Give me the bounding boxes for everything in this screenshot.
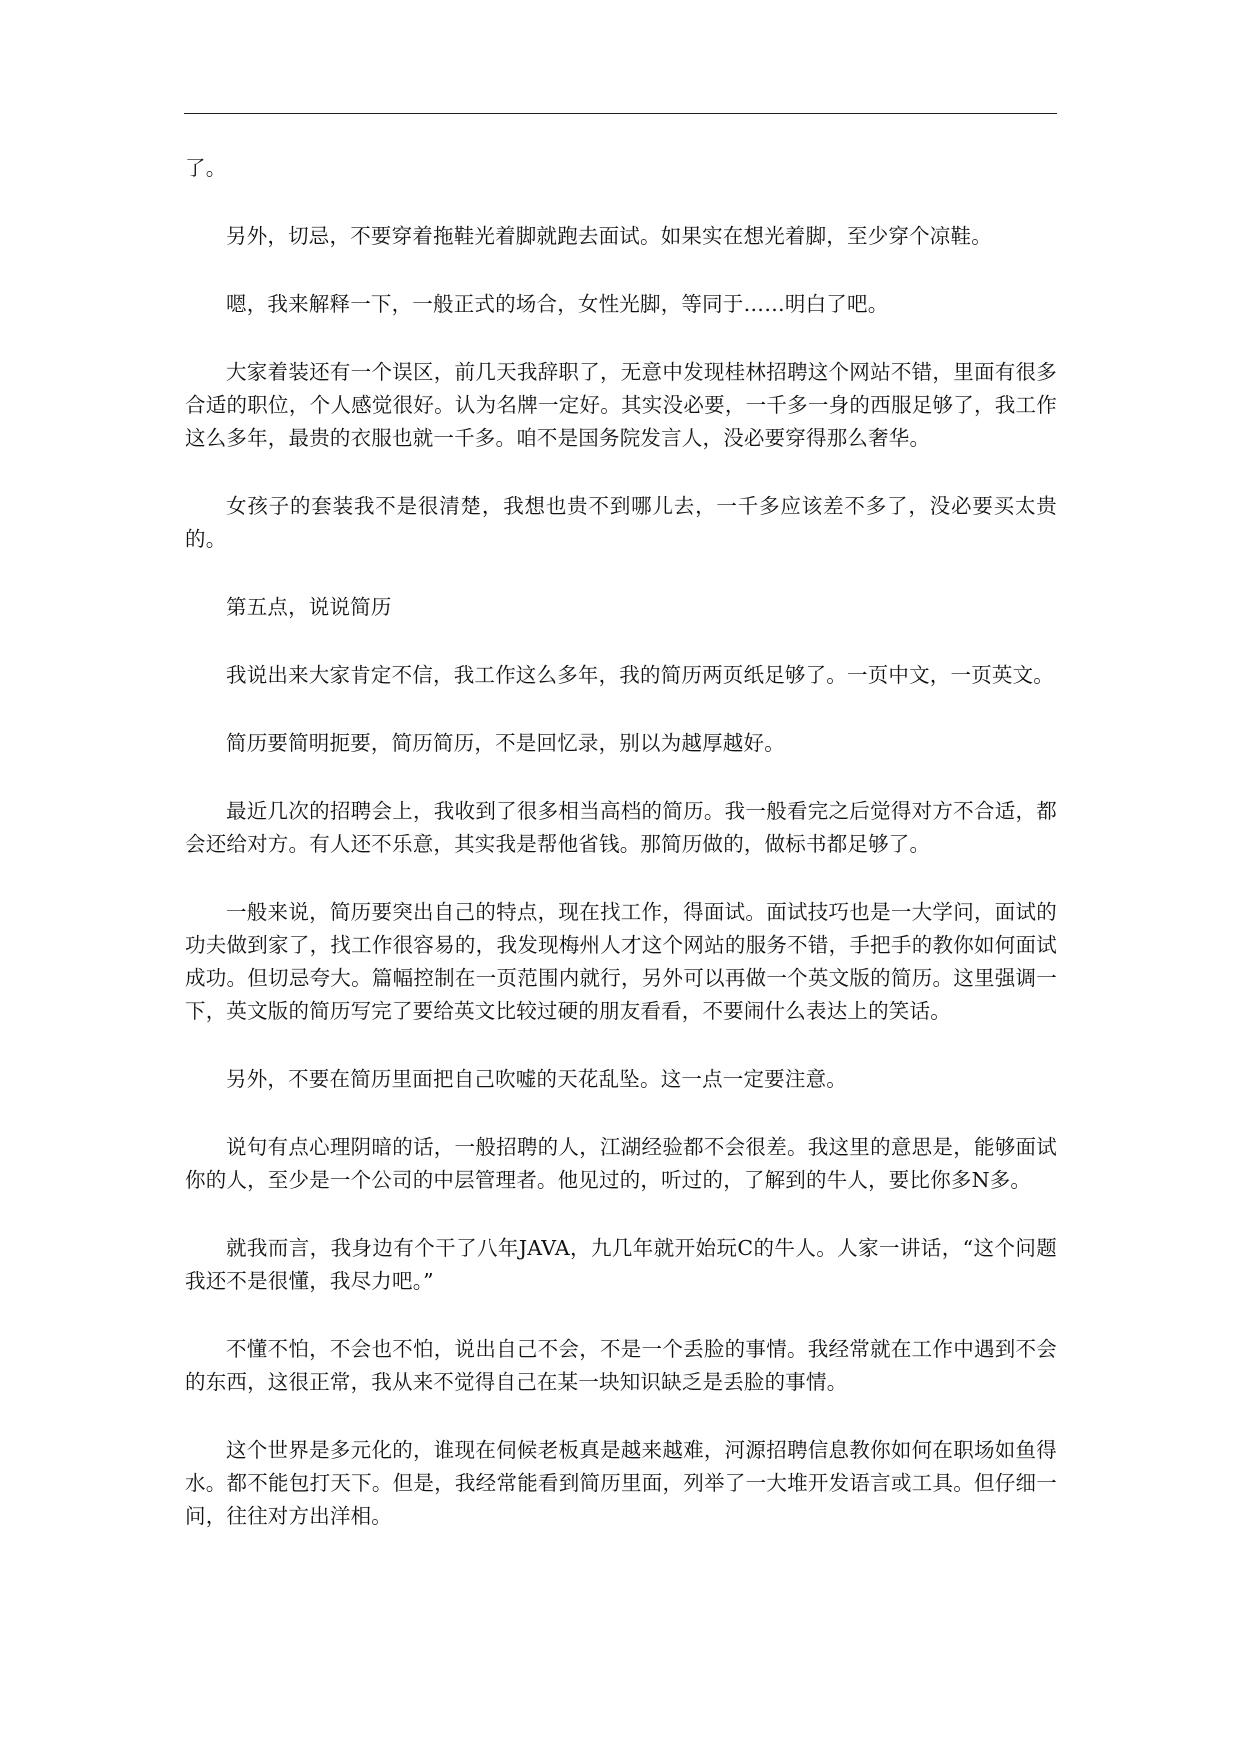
paragraph: 大家着装还有一个误区，前几天我辞职了，无意中发现桂林招聘这个网站不错，里面有很多合适的职位，个人感觉很好。认为名牌一定好。其实没必要，一千多一身的西服足够了，我工作这么多年，最贵的衣服也就一千多。咱不是国务院发言人，没必要穿得那么奢华。 bbox=[185, 360, 1057, 450]
paragraph: 了。 bbox=[185, 156, 227, 180]
section-heading: 第五点，说说简历 bbox=[226, 595, 392, 619]
paragraph: 一般来说，简历要突出自己的特点，现在找工作，得面试。面试技巧也是一大学问，面试的功夫做到家了，找工作很容易的，我发现梅州人才这个网站的服务不错，手把手的教你如何面试成功。但切忌夸大。篇幅控制在一页范围内就行，另外可以再做一个英文版的简历。这里强调一下，英文版的简历写完了要给英文比较过硬的朋友看看，不要闹什么表达上的笑话。 bbox=[185, 900, 1057, 1023]
paragraph: 简历要简明扼要，简历简历，不是回忆录，别以为越厚越好。 bbox=[226, 731, 785, 755]
paragraph: 嗯，我来解释一下，一般正式的场合，女性光脚，等同于……明白了吧。 bbox=[226, 292, 889, 316]
paragraph: 女孩子的套装我不是很清楚，我想也贵不到哪儿去，一千多应该差不多了，没必要买太贵的。 bbox=[185, 494, 1057, 551]
header-rule bbox=[184, 113, 1057, 114]
paragraph: 就我而言，我身边有个干了八年JAVA，九几年就开始玩C的牛人。人家一讲话，“这个问题我还不是很懂，我尽力吧。” bbox=[185, 1236, 1057, 1293]
paragraph: 说句有点心理阴暗的话，一般招聘的人，江湖经验都不会很差。我这里的意思是，能够面试你的人，至少是一个公司的中层管理者。他见过的，听过的，了解到的牛人，要比你多N多。 bbox=[185, 1135, 1057, 1192]
document-body bbox=[185, 152, 1057, 1568]
paragraph: 这个世界是多元化的，谁现在伺候老板真是越来越难，河源招聘信息教你如何在职场如鱼得水。都不能包打天下。但是，我经常能看到简历里面，列举了一大堆开发语言或工具。但仔细一问，往往对方出洋相。 bbox=[185, 1438, 1057, 1528]
paragraph: 最近几次的招聘会上，我收到了很多相当高档的简历。我一般看完之后觉得对方不合适，都会还给对方。有人还不乐意，其实我是帮他省钱。那简历做的，做标书都足够了。 bbox=[185, 799, 1057, 856]
paragraph: 我说出来大家肯定不信，我工作这么多年，我的简历两页纸足够了。一页中文，一页英文。 bbox=[226, 663, 1054, 687]
paragraph: 不懂不怕，不会也不怕，说出自己不会，不是一个丢脸的事情。我经常就在工作中遇到不会的东西，这很正常，我从来不觉得自己在某一块知识缺乏是丢脸的事情。 bbox=[185, 1337, 1057, 1394]
paragraph: 另外，切忌，不要穿着拖鞋光着脚就跑去面试。如果实在想光着脚，至少穿个凉鞋。 bbox=[226, 224, 992, 248]
paragraph: 另外，不要在简历里面把自己吹嘘的天花乱坠。这一点一定要注意。 bbox=[226, 1067, 847, 1091]
